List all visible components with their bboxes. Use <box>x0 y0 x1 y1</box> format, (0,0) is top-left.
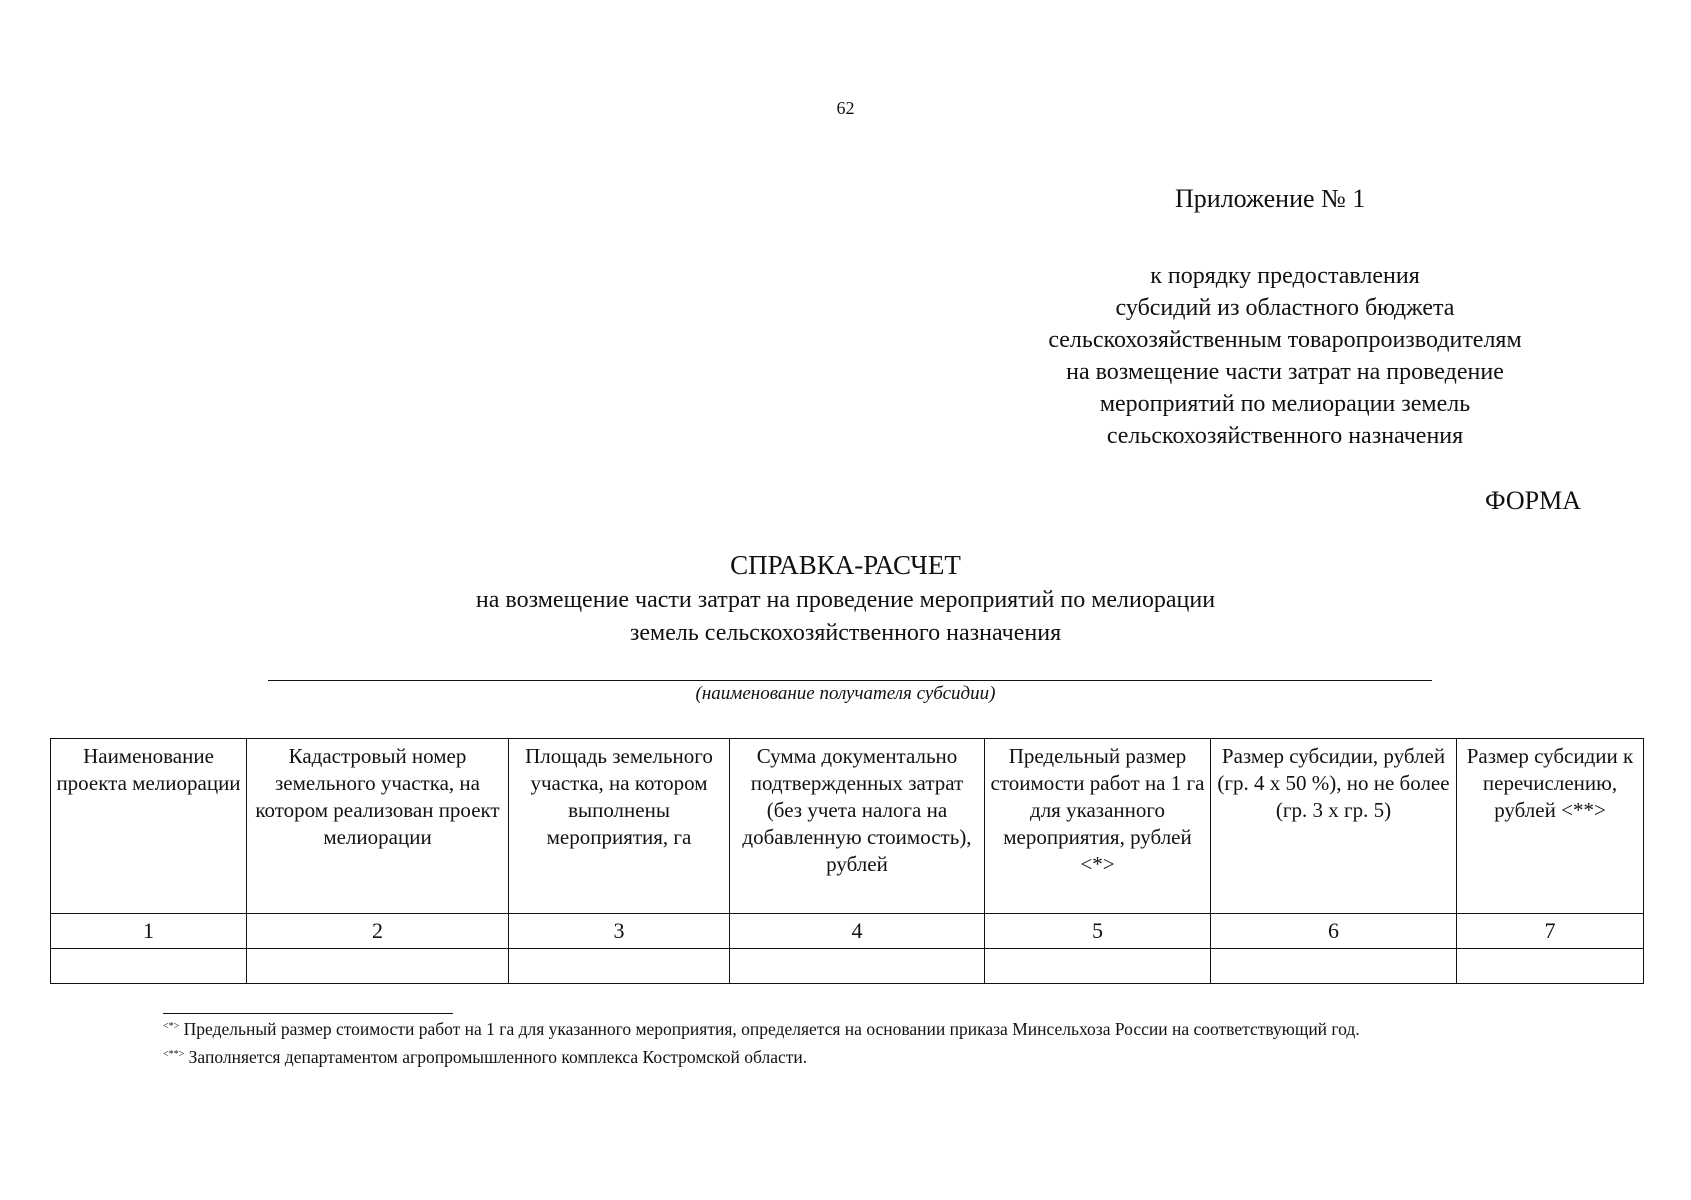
column-number-row <box>51 914 1644 949</box>
column-number: 3 <box>509 914 730 949</box>
table-cell[interactable] <box>247 949 509 984</box>
column-number: 1 <box>51 914 247 949</box>
footnote <box>163 1042 1360 1070</box>
header-plot-area: Площадь земельного участка, на котором выполнены мероприятия, га <box>509 739 730 914</box>
subtitle-line: земель сельскохозяйственного назначения <box>629 620 1062 646</box>
document-subtitle <box>0 584 1691 650</box>
footnote-text: Предельный размер стоимости работ на 1 га для указанного мероприятия, определяется на основании приказа Минсельхоза России на соответствующий год. <box>183 1019 1360 1039</box>
footnotes <box>163 1014 1360 1070</box>
appendix-line: сельскохозяйственным товаропроизводителям <box>1048 327 1522 353</box>
header-documented-costs: Сумма документально подтвержденных затрат (без учета налога на добавленную стоимость), рублей <box>730 739 985 914</box>
appendix-line: мероприятий по мелиорации земель <box>1099 391 1471 417</box>
table-cell[interactable] <box>51 949 247 984</box>
footnote-marker: <**> <box>163 1049 185 1060</box>
appendix-description <box>985 260 1585 452</box>
page-number: 62 <box>836 98 855 118</box>
appendix-line: к порядку предоставления <box>1150 263 1420 289</box>
table-cell[interactable] <box>1457 949 1644 984</box>
calculation-table <box>50 738 1644 984</box>
footnote-text: Заполняется департаментом агропромышленного комплекса Костромской области. <box>188 1047 808 1067</box>
header-cost-limit-per-ha: Предельный размер стоимости работ на 1 га для указанного мероприятия, рублей <*> <box>985 739 1211 914</box>
column-number: 7 <box>1457 914 1644 949</box>
table-row <box>51 949 1644 984</box>
appendix-line: сельскохозяйственного назначения <box>1106 423 1464 449</box>
appendix-line: на возмещение части затрат на проведение <box>1066 359 1504 385</box>
column-number: 2 <box>247 914 509 949</box>
form-label: ФОРМА <box>1485 486 1581 515</box>
table-cell[interactable] <box>509 949 730 984</box>
subtitle-line: на возмещение части затрат на проведение мероприятий по мелиорации <box>475 587 1216 613</box>
footnote-marker: <*> <box>163 1021 180 1032</box>
header-subsidy-amount: Размер субсидии, рублей (гр. 4 х 50 %), но не более (гр. 3 х гр. 5) <box>1211 739 1457 914</box>
footnote <box>163 1014 1360 1042</box>
header-cadastral-number: Кадастровый номер земельного участка, на котором реализован проект мелиорации <box>247 739 509 914</box>
appendix-title: Приложение № 1 <box>1175 184 1366 213</box>
table-cell[interactable] <box>730 949 985 984</box>
column-number: 5 <box>985 914 1211 949</box>
header-subsidy-transfer: Размер субсидии к перечислению, рублей <**> <box>1457 739 1644 914</box>
table-cell[interactable] <box>1211 949 1457 984</box>
recipient-caption: (наименование получателя субсидии) <box>695 683 996 704</box>
column-number: 4 <box>730 914 985 949</box>
appendix-line: субсидий из областного бюджета <box>1115 295 1455 321</box>
header-project-name: Наименование проекта мелиорации <box>51 739 247 914</box>
recipient-name-line[interactable] <box>268 680 1432 681</box>
document-title: СПРАВКА-РАСЧЕТ <box>730 550 961 580</box>
table-header-row <box>51 739 1644 914</box>
table-cell[interactable] <box>985 949 1211 984</box>
column-number: 6 <box>1211 914 1457 949</box>
